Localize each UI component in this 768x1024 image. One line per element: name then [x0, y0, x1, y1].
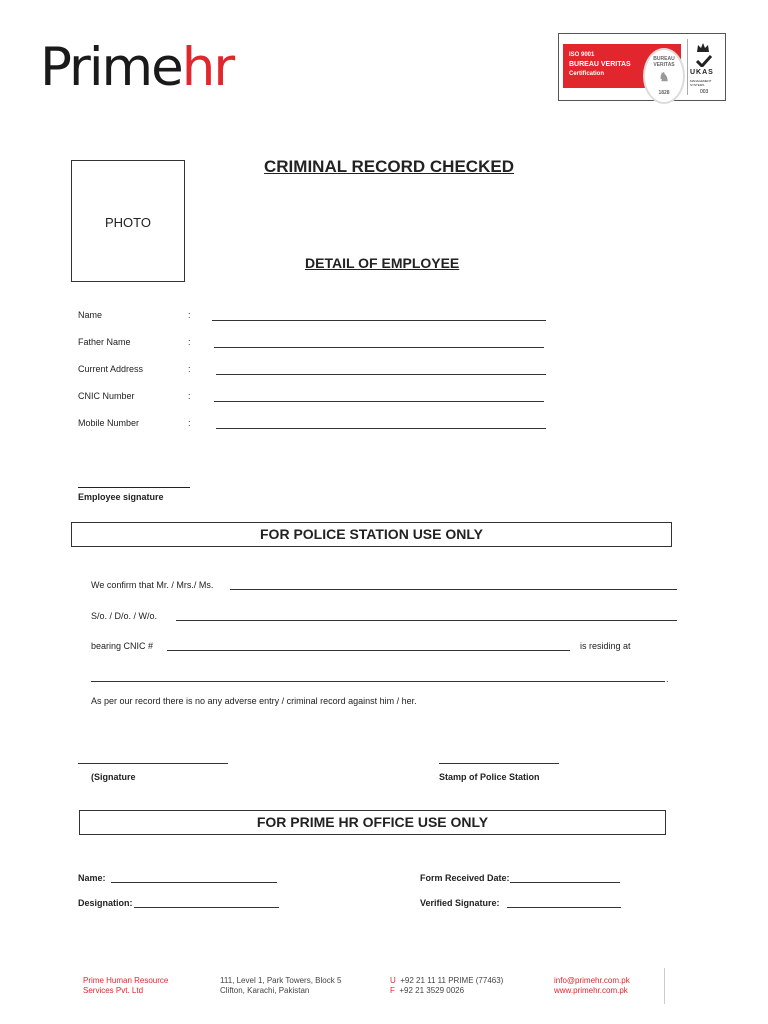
cnic-number-field[interactable]: [214, 401, 544, 402]
photo-label: PHOTO: [105, 215, 151, 230]
cnic-number-label: CNIC Number: [78, 391, 135, 401]
father-name-field[interactable]: [214, 347, 544, 348]
bureau-veritas-label: BUREAU VERITAS: [569, 61, 631, 68]
footer-website[interactable]: www.primehr.com.pk: [554, 986, 628, 995]
stamp-label: Stamp of Police Station: [439, 772, 540, 782]
received-date-label: Form Received Date:: [420, 873, 510, 883]
footer-email[interactable]: info@primehr.com.pk: [554, 976, 630, 985]
employee-signature-line[interactable]: [78, 487, 190, 488]
mobile-number-label: Mobile Number: [78, 418, 140, 428]
confirm-text: We confirm that Mr. / Mrs./ Ms.: [91, 580, 214, 590]
designation-field[interactable]: [134, 907, 279, 908]
father-name-colon: :: [188, 337, 191, 347]
footer-address: 111, Level 1, Park Towers, Block 5 Clifton, Karachi, Pakistan: [220, 976, 342, 995]
name-field[interactable]: [212, 320, 546, 321]
ukas-mark: UKAS MANAGEMENT SYSTEMS 003: [687, 39, 722, 95]
stamp-line[interactable]: [439, 763, 559, 764]
residing-text: is residing at: [580, 641, 631, 651]
bearing-cnic-text: bearing CNIC #: [91, 641, 154, 651]
verified-signature-field[interactable]: [507, 907, 621, 908]
mobile-number-colon: :: [188, 418, 191, 428]
crown-icon: [696, 42, 710, 54]
current-address-colon: :: [188, 364, 191, 374]
police-section-heading: FOR POLICE STATION USE ONLY: [71, 522, 672, 547]
certification-badge: [558, 33, 726, 101]
address-field[interactable]: [91, 681, 665, 682]
current-address-field[interactable]: [216, 374, 546, 375]
cnic-number-colon: :: [188, 391, 191, 401]
mobile-number-field[interactable]: [216, 428, 546, 429]
received-date-field[interactable]: [510, 882, 620, 883]
record-statement: As per our record there is no any adverse entry / criminal record against him / her.: [91, 696, 417, 706]
current-address-label: Current Address: [78, 364, 144, 374]
photo-box: [71, 160, 185, 282]
footer-contact: [554, 976, 630, 996]
footer-phones: U +92 21 11 11 PRIME (77463) F +92 21 3529 0026: [390, 976, 504, 995]
employee-signature-label: Employee signature: [78, 492, 164, 502]
father-name-label: Father Name: [78, 337, 131, 347]
footer-company: Prime Human Resource Services Pvt. Ltd: [83, 976, 169, 995]
confirm-name-field[interactable]: [230, 589, 677, 590]
certification-label: Certification: [569, 71, 605, 77]
name-label: Name: [78, 310, 103, 320]
bureau-veritas-seal-icon: BUREAU VERITAS ♞ 1828: [643, 48, 685, 104]
section-subtitle: DETAIL OF EMPLOYEE: [305, 255, 460, 271]
relation-field[interactable]: [176, 620, 677, 621]
designation-label: Designation:: [78, 898, 133, 908]
police-signature-line[interactable]: [78, 763, 228, 764]
bureau-veritas-panel: [563, 44, 681, 96]
bearing-cnic-field[interactable]: [167, 650, 570, 651]
period-mark: .: [666, 674, 669, 684]
footer: [78, 968, 665, 1004]
office-name-label: Name:: [78, 873, 106, 883]
police-signature-label: (Signature: [91, 772, 136, 782]
iso-label: ISO 9001: [569, 52, 595, 58]
name-colon: :: [188, 310, 191, 320]
relation-text: S/o. / D/o. / W/o.: [91, 611, 158, 621]
primehr-logo: Primehr: [40, 37, 234, 98]
office-section-heading: FOR PRIME HR OFFICE USE ONLY: [79, 810, 666, 835]
verified-signature-label: Verified Signature:: [420, 898, 500, 908]
page-title: CRIMINAL RECORD CHECKED: [264, 157, 514, 176]
office-name-field[interactable]: [111, 882, 277, 883]
tick-icon: [696, 55, 712, 67]
